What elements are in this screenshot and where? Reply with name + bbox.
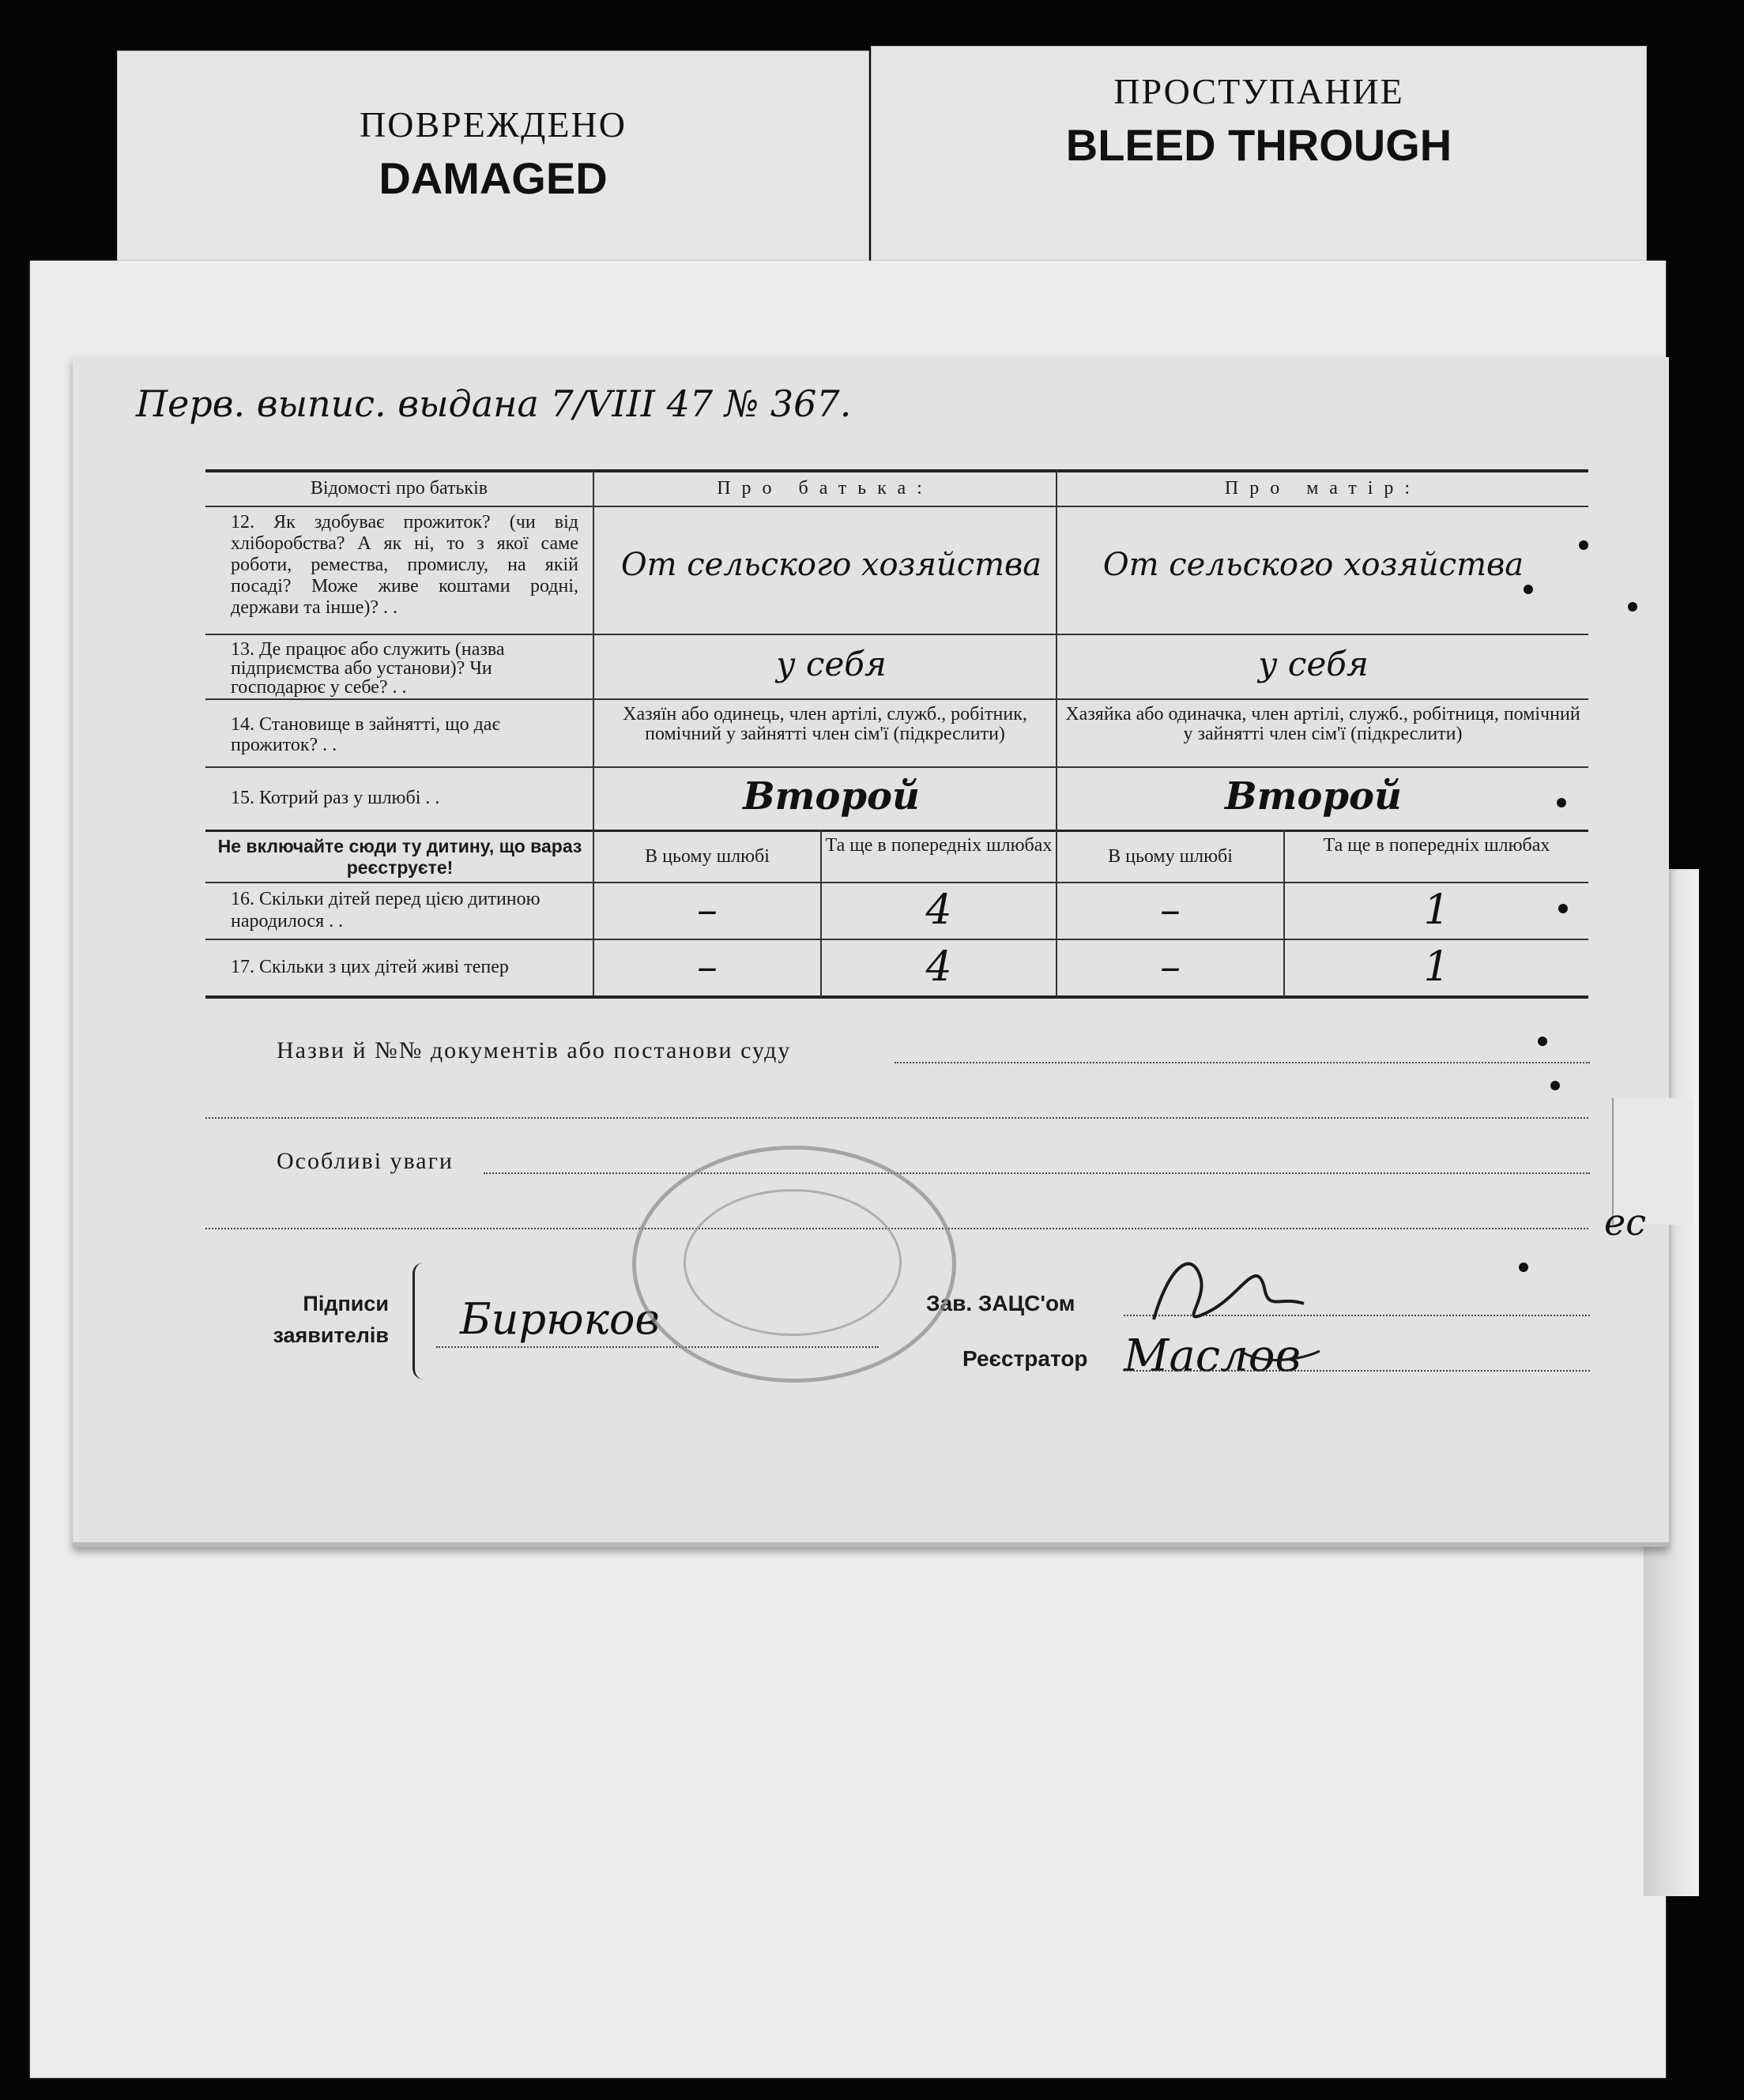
edge-speck [1550,1081,1560,1090]
damaged-label-en: DAMAGED [379,153,608,203]
question-14: 14. Становище в зайнятті, що дає прожиток? . . [231,714,500,755]
rule [205,698,1588,700]
head-of-registry-label: Зав. ЗАЦС'ом [926,1291,1075,1315]
head-signature-scribble [1122,1233,1328,1375]
edge-speck [1558,904,1568,913]
bleed-through-notice-tag [871,46,1647,277]
registrar-label: Реєстратор [962,1346,1088,1371]
bleed-label-en: BLEED THROUGH [1065,120,1452,170]
question-17: 17. Скільки з цих дітей живі тепер [231,957,509,977]
header-mother: Про матір: [1224,478,1422,499]
children-alive-previous-father: 4 [925,943,952,991]
father-workplace: у себя [776,645,887,683]
children-born-this-marriage-mother: – [1160,886,1181,934]
applicants-label-1: Підписи [303,1292,389,1315]
applicant-signature: Бирюков [460,1294,660,1344]
rule [205,830,1588,832]
question-12: 12. Як здобуває прожиток? (чи від хліборобства? А як ні, то з якої саме роботи, ремества, промислу, на якій посаді? Може живе коштами родні, держави та інше)? . . [231,512,578,618]
children-born-previous-father: 4 [925,886,952,934]
rule [205,766,1588,768]
mother-workplace: у себя [1258,645,1369,683]
father-livelihood: От сельского хозяйства [620,547,1042,583]
edge-speck [1524,585,1533,594]
children-note: Не включайте сюди ту дитину, що вараз реєструєте! [217,836,582,878]
children-born-previous-mother: 1 [1423,886,1450,934]
applicants-brace [412,1263,429,1379]
edge-speck [1628,602,1637,612]
edge-handwriting-fragment: ес [1604,1201,1646,1244]
applicants-label-2: заявителів [273,1323,389,1347]
children-alive-this-marriage-father: – [697,943,718,991]
edge-speck [1538,1037,1547,1046]
mother-occupation-status: Хазяйка або одиначка, член артілі, служб., робітниця, помічний у зайнятті член сім'ї (підкреслити) [1065,704,1580,744]
table-top-rule [205,469,1588,472]
children-born-this-marriage-father: – [697,886,718,934]
official-stamp [632,1146,956,1383]
rule [205,634,1588,635]
rule [205,882,1588,883]
documents-line-2 [205,1117,1588,1119]
documents-label: Назви й №№ документів або постанови суду [277,1037,792,1063]
header-father: Про батька: [717,478,933,499]
question-15: 15. Котрий раз у шлюбі . . [231,788,440,808]
damaged-label-ru: ПОВРЕЖДЕНО [360,104,627,145]
handwritten-header-note: Перв. выпис. выдана 7/VIII 47 № 367. [136,382,852,425]
remarks-line [484,1172,1590,1174]
mother-marriage-number: Второй [1225,774,1402,819]
mother-livelihood: От сельского хозяйства [1102,547,1524,583]
father-occupation-status: Хазяїн або одинець, член артілі, служб., робітник, помічний у зайнятті член сім'ї (підкреслити) [623,704,1027,744]
rule [205,939,1588,940]
header-parents-info: Відомості про батьків [310,478,488,499]
documents-line [895,1062,1590,1063]
subheader-previous-marriages-mother: Та ще в попередніх шлюбах [1323,835,1550,856]
remarks-label: Особливі уваги [277,1148,454,1174]
children-alive-this-marriage-mother: – [1160,943,1181,991]
table-bottom-rule [205,995,1588,999]
father-marriage-number: Второй [743,774,920,819]
registrar-signature: Маслов [1124,1330,1301,1382]
question-13: 13. Де працює або служить (назва підприємства або установи)? Чи господарює у себе? . . [231,639,505,698]
edge-speck [1557,798,1566,807]
subheader-previous-marriages-father: Та ще в попередніх шлюбах [825,835,1053,856]
subheader-this-marriage-mother: В цьому шлюбі [1108,846,1233,867]
edge-speck [1519,1263,1528,1272]
rule [205,506,1588,507]
edge-speck [1579,540,1588,550]
bleed-label-ru: ПРОСТУПАНИЕ [1113,71,1404,111]
question-16: 16. Скільки дітей перед цією дитиною народилося . . [231,889,541,931]
children-alive-previous-mother: 1 [1423,943,1450,991]
subheader-this-marriage-father: В цьому шлюбі [645,846,770,867]
